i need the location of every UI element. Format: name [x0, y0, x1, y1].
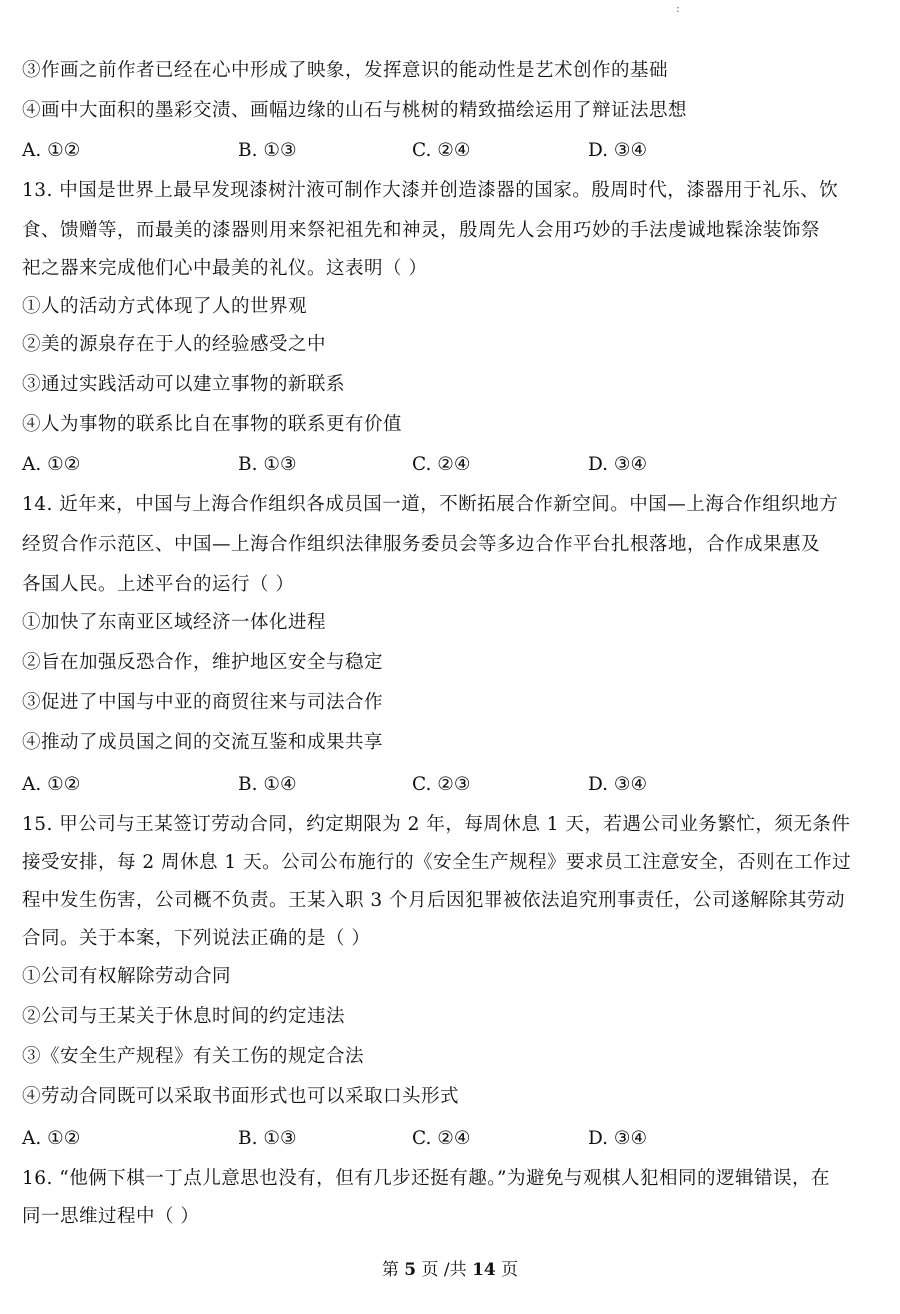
q15-stem-line-1: 15. 甲公司与王某签订劳动合同，约定期限为 2 年，每周休息 1 天，若遇公司业务繁忙，须无条件	[22, 814, 851, 835]
q12-option-c: C. ②④	[412, 140, 471, 161]
q13-stem-line-1: 13. 中国是世界上最早发现漆树汁液可制作大漆并创造漆器的国家。殷周时代，漆器用于礼乐、饮	[22, 180, 839, 201]
q14-stem-line-1: 14. 近年来，中国与上海合作组织各成员国一道，不断拓展合作新空间。中国—上海合作组织地方	[22, 494, 839, 515]
q15-item-3: ③《安全生产规程》有关工伤的规定合法	[22, 1046, 365, 1067]
q13-option-a: A. ①②	[22, 454, 81, 475]
q14-item-4: ④推动了成员国之间的交流互鉴和成果共享	[22, 732, 384, 753]
page-footer	[0, 1258, 900, 1282]
footer-suffix: 页	[495, 1260, 519, 1280]
footer-total-pages: 14	[472, 1260, 496, 1280]
q14-item-2: ②旨在加强反恐合作，维护地区安全与稳定	[22, 652, 384, 673]
q15-option-a: A. ①②	[22, 1128, 81, 1149]
q15-option-c: C. ②④	[412, 1128, 471, 1149]
q14-option-a: A. ①②	[22, 774, 81, 795]
q12-options	[22, 138, 880, 164]
q16-stem-line-2: 同一思维过程中（ ）	[22, 1206, 200, 1227]
q13-option-c: C. ②④	[412, 454, 471, 475]
header-mark: :	[676, 2, 680, 15]
q14-stem-line-3: 各国人民。上述平台的运行（ ）	[22, 574, 295, 595]
footer-prefix: 第	[381, 1260, 405, 1280]
q13-stem-line-2: 食、馈赠等，而最美的漆器则用来祭祀祖先和神灵，殷周先人会用巧妙的手法虔诚地髹涂装饰祭	[22, 220, 821, 241]
q13-option-b: B. ①③	[238, 454, 297, 475]
q13-option-d: D. ③④	[588, 454, 648, 475]
q14-option-d: D. ③④	[588, 774, 648, 795]
q12-option-b: B. ①③	[238, 140, 297, 161]
q15-option-b: B. ①③	[238, 1128, 297, 1149]
q15-item-2: ②公司与王某关于休息时间的约定违法	[22, 1006, 346, 1027]
q15-stem-line-2: 接受安排，每 2 周休息 1 天。公司公布施行的《安全生产规程》要求员工注意安全，否则在工作过	[22, 852, 852, 873]
q15-stem-line-3: 程中发生伤害，公司概不负责。王某入职 3 个月后因犯罪被依法追究刑事责任，公司遂解除其劳动	[22, 890, 846, 911]
q13-stem-line-3: 祀之器来完成他们心中最美的礼仪。这表明（ ）	[22, 258, 428, 279]
q12-option-d: D. ③④	[588, 140, 648, 161]
q16-stem-line-1: 16. “他俩下棋一丁点儿意思也没有，但有几步还挺有趣。”为避免与观棋人犯相同的逻辑错误，在	[22, 1168, 830, 1189]
q13-item-1: ①人的活动方式体现了人的世界观	[22, 296, 308, 317]
q14-option-c: C. ②③	[412, 774, 471, 795]
q15-options	[22, 1126, 880, 1152]
q15-item-1: ①公司有权解除劳动合同	[22, 966, 232, 987]
q14-stem-line-2: 经贸合作示范区、中国—上海合作组织法律服务委员会等多边合作平台扎根落地，合作成果惠及	[22, 534, 821, 555]
q12-item-3: ③作画之前作者已经在心中形成了映象，发挥意识的能动性是艺术创作的基础	[22, 60, 669, 81]
footer-page-number: 5	[404, 1260, 417, 1280]
q12-item-4: ④画中大面积的墨彩交渍、画幅边缘的山石与桃树的精致描绘运用了辩证法思想	[22, 100, 688, 121]
q15-stem-line-4: 合同。关于本案，下列说法正确的是（ ）	[22, 928, 371, 949]
q13-item-4: ④人为事物的联系比自在事物的联系更有价值	[22, 414, 403, 435]
q15-item-4: ④劳动合同既可以采取书面形式也可以采取口头形式	[22, 1086, 460, 1107]
q15-option-d: D. ③④	[588, 1128, 648, 1149]
q13-item-3: ③通过实践活动可以建立事物的新联系	[22, 374, 346, 395]
q14-item-1: ①加快了东南亚区域经济一体化进程	[22, 612, 327, 633]
q13-options	[22, 452, 880, 478]
q13-item-2: ②美的源泉存在于人的经验感受之中	[22, 334, 327, 355]
q12-option-a: A. ①②	[22, 140, 81, 161]
q14-item-3: ③促进了中国与中亚的商贸往来与司法合作	[22, 692, 384, 713]
footer-middle: 页 /共	[416, 1260, 473, 1280]
q14-option-b: B. ①④	[238, 774, 297, 795]
q14-options	[22, 772, 880, 798]
